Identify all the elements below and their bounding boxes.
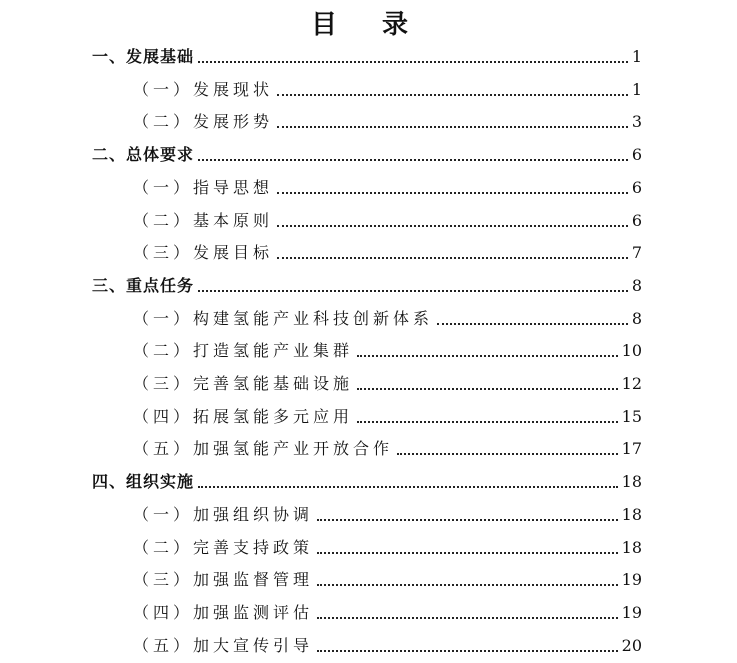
dot-leader [357,355,618,357]
toc-section-entry[interactable] [92,141,642,165]
toc-entry-label: （一）加强组织协调 [133,505,314,524]
toc-page-number: 17 [621,439,642,458]
toc-subsection-entry[interactable] [133,337,642,361]
toc-subsection-entry[interactable] [133,534,642,558]
dot-leader [357,388,618,390]
toc-section-entry[interactable] [92,43,642,67]
toc-page-number: 8 [631,276,642,295]
toc-page-number: 19 [621,603,642,622]
toc-page-number: 18 [621,538,642,557]
toc-page-number: 15 [621,407,642,426]
dot-leader [277,225,628,227]
toc-entry-label: （三）完善氢能基础设施 [133,374,354,393]
toc-entry-label: （四）拓展氢能多元应用 [133,407,354,426]
toc-subsection-entry[interactable] [133,501,642,525]
toc-page-number: 10 [621,341,642,360]
dot-leader [198,159,628,161]
dot-leader [317,519,618,521]
toc-entry-label: （二）发展形势 [133,112,274,131]
toc-entry-label: （一）指导思想 [133,178,274,197]
toc-page-number: 20 [621,636,642,655]
toc-entry-label: 三、重点任务 [92,276,195,295]
toc-subsection-entry[interactable] [133,174,642,198]
dot-leader [397,453,618,455]
toc-section-entry[interactable] [92,468,642,492]
toc-page-number: 3 [631,112,642,131]
toc-entry-label: 二、总体要求 [92,145,195,164]
toc-entry-label: 一、发展基础 [92,47,195,66]
dot-leader [277,192,628,194]
dot-leader [357,421,618,423]
toc-entry-label: （五）加大宣传引导 [133,636,314,655]
toc-subsection-entry[interactable] [133,76,642,100]
toc-entry-label: （二）完善支持政策 [133,538,314,557]
toc-page-number: 1 [631,47,642,66]
toc-page-number: 8 [631,309,642,328]
toc-subsection-entry[interactable] [133,566,642,590]
toc-subsection-entry[interactable] [133,435,642,459]
toc-page-number: 18 [621,472,642,491]
toc-entry-label: （三）发展目标 [133,243,274,262]
toc-page-number: 6 [631,178,642,197]
toc-subsection-entry[interactable] [133,305,642,329]
dot-leader [317,552,618,554]
toc-page-number: 1 [631,80,642,99]
dot-leader [198,61,628,63]
dot-leader [198,290,628,292]
toc-subsection-entry[interactable] [133,403,642,427]
dot-leader [317,584,618,586]
toc-section-entry[interactable] [92,272,642,296]
toc-entry-label: （一）发展现状 [133,80,274,99]
dot-leader [198,486,618,488]
toc-subsection-entry[interactable] [133,632,642,656]
toc-page-number: 12 [621,374,642,393]
dot-leader [317,617,618,619]
toc-entry-label: （二）基本原则 [133,211,274,230]
dot-leader [277,126,628,128]
toc-entry-label: （四）加强监测评估 [133,603,314,622]
toc-subsection-entry[interactable] [133,370,642,394]
toc-entry-label: （五）加强氢能产业开放合作 [133,439,394,458]
toc-entry-label: （二）打造氢能产业集群 [133,341,354,360]
toc-subsection-entry[interactable] [133,207,642,231]
toc-page-number: 6 [631,211,642,230]
page-title: 目 录 [310,10,427,40]
toc-entry-label: （一）构建氢能产业科技创新体系 [133,309,434,328]
toc-page-number: 18 [621,505,642,524]
dot-leader [277,94,628,96]
toc-page-number: 19 [621,570,642,589]
toc-subsection-entry[interactable] [133,599,642,623]
toc-subsection-entry[interactable] [133,108,642,132]
dot-leader [437,323,628,325]
toc-entry-label: （三）加强监督管理 [133,570,314,589]
toc-page-number: 7 [631,243,642,262]
toc-entry-label: 四、组织实施 [92,472,195,491]
toc-page-number: 6 [631,145,642,164]
dot-leader [277,257,628,259]
toc-subsection-entry[interactable] [133,239,642,263]
dot-leader [317,650,618,652]
